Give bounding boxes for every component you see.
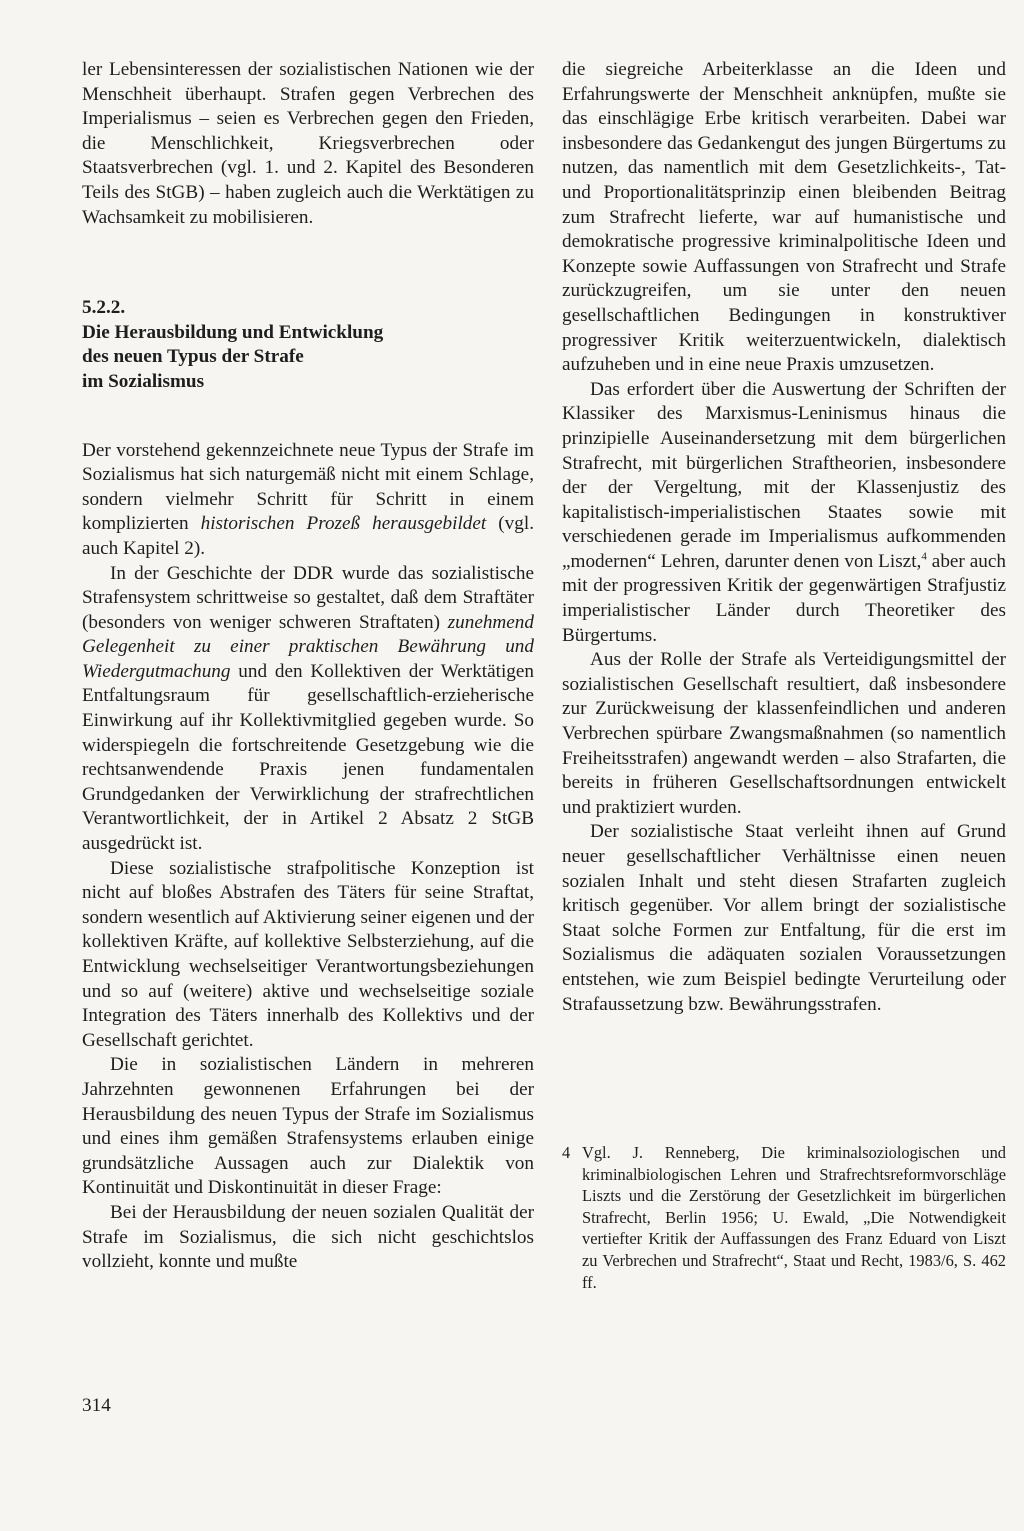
section-title-line-3: im Sozialismus: [82, 370, 205, 392]
paragraph-5: Bei der Herausbildung der neuen sozialen Qualität der Strafe im Sozialismus, die sich nicht geschichtslos vollzieht, konnte und mußte: [82, 1201, 534, 1273]
left-column: [82, 58, 534, 1275]
section-number: 5.2.2.: [82, 297, 126, 319]
footnote-area: [562, 1142, 1006, 1293]
paragraph-1: Der vorstehend gekennzeichnete neue Typus der Strafe im Sozialismus hat sich naturgemäß nicht mit einem Schlage, sondern vielmehr Schritt für Schritt in einem komplizierten historischen Prozeß herausgebildet (vgl. auch Kapitel 2).: [82, 439, 534, 559]
paragraph-3: Diese sozialistische strafpolitische Konzeption ist nicht auf bloßes Abstrafen des Täters für seine Straftat, sondern wesentlich auf Aktivierung seiner eigenen und der kollektiven Kräfte, auf kollektive Selbsterziehung, auf die Entwicklung wechselseitiger Verantwortungsbeziehungen und so auf (weitere) aktive und wechselseitige soziale Integration des Täters innerhalb des Kollektivs und der Gesellschaft gerichtet.: [82, 857, 534, 1051]
paragraph-2: In der Geschichte der DDR wurde das sozialistische Strafensystem schrittweise so gestaltet, daß dem Straftäter (besonders von weniger schweren Straftaten) zunehmend Gelegenheit zu einer praktischen Bewährung und Wiedergutmachung und den Kollektiven der Werktätigen Entfaltungsraum für gesellschaftlich-erzieherische Einwirkung auf ihr Kollektivmitglied gegeben wurde. So widerspiegeln die fortschreitende Gesetzgebung wie die rechtsanwendende Praxis jenen fundamentalen Grundgedanken der Verwirklichung der strafrechtlichen Verantwortlichkeit, der in Artikel 2 Absatz 2 StGB ausgedrückt ist.: [82, 562, 534, 855]
right-column: [562, 58, 1006, 1017]
italic-phrase: historischen Prozeß herausgebildet: [200, 513, 487, 535]
footnote: [562, 1142, 1006, 1293]
paragraph-r4: Der sozialistische Staat verleiht ihnen auf Grund neuer gesellschaftlicher Verhältnisse einen neuen sozialen Inhalt und steht diesen Strafarten zugleich kritisch gegenüber. Vor allem bringt der sozialistische Staat solche Formen zur Entfaltung, für die erst im Sozialismus die adäquaten sozialen Voraussetzungen entstehen, wie zum Beispiel bedingte Verurteilung oder Strafaussetzung bzw. Bewährungsstrafen.: [562, 821, 1006, 1015]
paragraph-4: Die in sozialistischen Ländern in mehreren Jahrzehnten gewonnenen Erfahrungen bei der Herausbildung des neuen Typus der Strafe im Sozialismus und eines ihm gemäßen Strafensystems erlauben einige grundsätzliche Aussagen auch zur Dialektik von Kontinuität und Diskontinuität in dieser Frage:: [82, 1054, 534, 1199]
paragraph-r2: Das erfordert über die Auswertung der Schriften der Klassiker des Marxismus-Leninismus hinaus die prinzipielle Auseinandersetzung mit dem bürgerlichen Strafrecht, mit bürgerlichen Straftheorien, insbesondere der der Vergeltung, mit der Klassenjustiz des kapitalistisch-imperialistischen Staates sowie mit verschiedenen gerade im Imperialismus aufkommenden „modernen“ Lehren, darunter denen von Liszt,$^4$ aber auch mit der progressiven Kritik der gegenwärtigen Strafjustiz imperialistischer Länder durch Theoretiker des Bürgertums.: [562, 378, 1006, 646]
section-title-line-2: des neuen Typus der Strafe: [82, 346, 304, 368]
section-title-line-1: Die Herausbildung und Entwicklung: [82, 321, 384, 343]
paragraph-intro: ler Lebensinteressen der sozialistischen Nationen wie der Menschheit überhaupt. Strafen gegen Verbrechen des Imperialismus – seien es Verbrechen gegen den Frieden, die Menschlichkeit, Kriegsverbrechen oder Staatsverbrechen (vgl. 1. und 2. Kapitel des Besonderen Teils des StGB) – haben zugleich auch die Werktätigen zu Wachsamkeit zu mobilisieren.: [82, 59, 534, 228]
italic-phrase: zunehmend Gelegenheit zu einer praktischen Bewährung und Wiedergutmachung: [82, 611, 534, 682]
footnote-text: Vgl. J. Renneberg, Die kriminalsoziologischen und kriminalbiologischen Lehren und Strafrechtsreformvorschläge Liszts und die Zerstörung der Gesetzlichkeit im bürgerlichen Strafrecht, Berlin 1956; U. Ewald, „Die Notwendigkeit vertiefter Kritik der Auffassungen des Franz Eduard von Liszt zu Verbrechen und Strafrecht“, Staat und Recht, 1983/6, S. 462 ff.: [582, 1143, 1006, 1292]
paragraph-r3: Aus der Rolle der Strafe als Verteidigungsmittel der sozialistischen Gesellschaft resultiert, daß insbesondere zur Zurückweisung der klassenfeindlichen und anderen Verbrechen spürbare Zwangsmaßnahmen (so namentlich Freiheitsstrafen) angewandt werden – also Strafarten, die bereits in früheren Gesellschaftsordnungen entwickelt und praktiziert wurden.: [562, 649, 1006, 818]
footnote-reference[interactable]: 4: [921, 550, 927, 563]
paragraph-r1: die siegreiche Arbeiterklasse an die Ideen und Erfahrungswerte der Menschheit anknüpfen, mußte sie das einschlägige Erbe kritisch verarbeiten. Dabei war insbesondere das Gedankengut des jungen Bürgertums zu nutzen, das namentlich mit dem Gesetzlichkeits-, Tat- und Proportionalitätsprinzip einen bleibenden Beitrag zum Strafrecht lieferte, war auf humanistische und demokratische progressive kriminalpolitische Ideen und Konzepte sowie Auffassungen von Strafrecht und Strafe zurückzugreifen, um sie unter den neuen gesellschaftlichen Bedingungen in konstruktiver progressiver Kritik weiterzuentwickeln, dialektisch aufzuheben und in eine neue Praxis umzusetzen.: [562, 59, 1006, 376]
page-number: 314: [82, 1395, 111, 1416]
footnote-number: 4: [562, 1143, 571, 1162]
